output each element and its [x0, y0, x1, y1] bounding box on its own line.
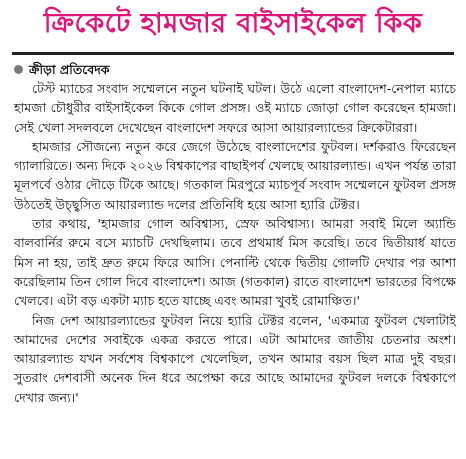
- article-headline: ক্রিকেটে হামজার বাইসাইকেল কিক: [43, 8, 423, 39]
- bullet-icon: [14, 65, 23, 74]
- article-paragraph: তার কথায়, 'হামজার গোল অবিশ্বাস্য, স্রেফ অবিশ্বাস্য। আমরা সবাই মিলে অ্যান্ডি বালবার্নির রুমে বসে ম্যাচটি দেখছিলাম। তবে প্রথমার্ধ মিস করেছি। তবে দ্বিতীয়ার্ধ যাতে মিস না হয়, তাই দ্রুত রুমে ফিরে আসি। পেনাল্টি থেকে দ্বিতীয় গোলটি দেখার পর আশা করেছিলাম তিন গোল দিবে বাংলাদেশ। আজ (গতকাল) রাতে বাংলাদেশ ভারতের বিপক্ষে খেলবে। এটা বড় একটা ম্যাচ হতে যাচ্ছে এবং আমরা খুবই রোমাঞ্চিত।': [14, 216, 456, 309]
- byline-label: ক্রীড়া প্রতিবেদক: [29, 62, 110, 77]
- byline: [14, 61, 458, 78]
- article-paragraph: নিজ দেশ আয়ারল্যান্ডের ফুটবল নিয়ে হ্যারি টেক্টর বলেন, 'একমাত্র ফুটবল খেলাটাই আমাদের দেশের সবাইকে একত্র করতে পারে। এটা আমাদের জাতীয় চেতনার অংশ। আয়ারল্যান্ড যখন সর্বশেষ বিশ্বকাপে খেলেছিল, তখন আমার বয়স ছিল মাত্র দুই বছর। সুতরাং দেশবাসী অনেক দিন ধরে অপেক্ষা করে আছে আমাদের ফুটবল দলকে বিশ্বকাপে দেখার জন্য।': [14, 312, 456, 405]
- headline-divider: [12, 52, 454, 55]
- article-paragraph: টেস্ট ম্যাচের সংবাদ সম্মেলনে নতুন ঘটনাই ঘটল। উঠে এলো বাংলাদেশ-নেপাল ম্যাচে হামজা চৌধুরীর বাইসাইকেল কিকে গোল প্রসঙ্গ। ওই ম্যাচে জোড়া গোল করেছেন হামজা। সেই খেলা সদলবলে দেখেছেন বাংলাদেশ সফরে আসা আয়ারল্যান্ডের ক্রিকেটাররা।: [14, 81, 456, 135]
- article-body: [8, 79, 458, 407]
- article-paragraph: হামজার সৌজন্যে নতুন করে জেগে উঠেছে বাংলাদেশের ফুটবল। দর্শকরাও ফিরেছেন গ্যালারিতে। অন্য দিকে ২০২৬ বিশ্বকাপের বাছাইপর্ব খেলছে আয়ারল্যান্ড। এখন পর্যন্ত তারা মূলপর্বে ওঠার দৌড়ে টিকে আছে। গতকাল মিরপুরে ম্যাচপূর্ব সংবাদ সম্মেলনে ফুটবল প্রসঙ্গ উঠতেই উচ্ছ্বসিত আয়ারল্যান্ড দলের প্রতিনিধি হয়ে আসা হ্যারি টেক্টর।: [14, 138, 456, 212]
